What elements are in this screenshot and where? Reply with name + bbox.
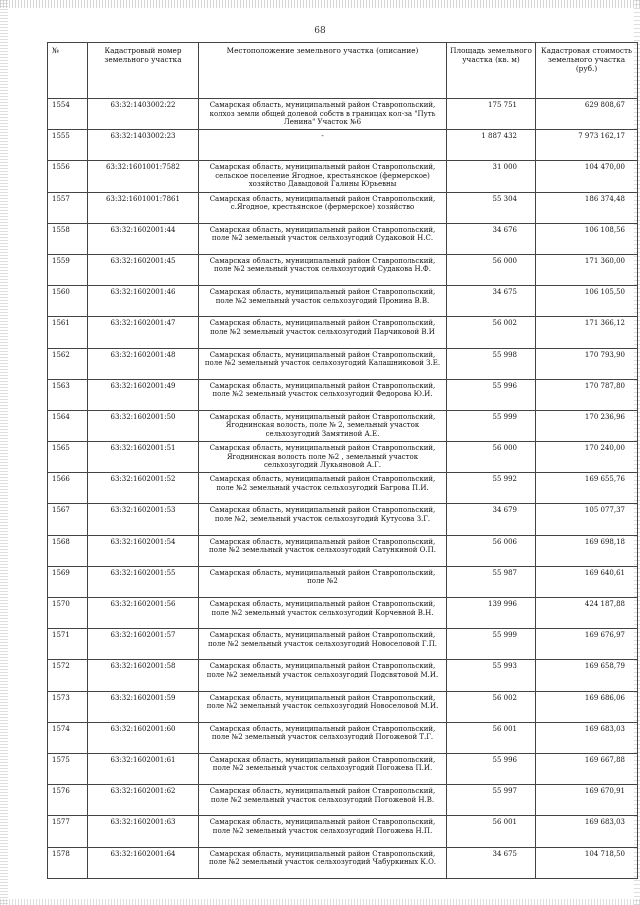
location-description: Самарская область, муниципальный район Ставропольский, поле №2 земельный участок сельхозугодий Корчевной В.Н. (199, 598, 447, 629)
cadastral-value: 170 240,00 (536, 442, 638, 473)
cadastral-value: 170 793,90 (536, 348, 638, 379)
cadastral-number: 63:32:1403002:23 (88, 130, 199, 161)
table-row (48, 286, 638, 317)
table-row (48, 629, 638, 660)
table-row (48, 847, 638, 878)
header-num: № (48, 43, 88, 99)
cadastral-number: 63:32:1602001:51 (88, 442, 199, 473)
cadastral-value: 169 658,79 (536, 660, 638, 691)
area-value: 56 000 (447, 254, 536, 285)
cadastral-value: 170 236,96 (536, 410, 638, 441)
cadastral-number: 63:32:1602001:48 (88, 348, 199, 379)
scan-edge-bottom (0, 899, 640, 905)
cadastral-value: 171 360,00 (536, 254, 638, 285)
table-row (48, 223, 638, 254)
cadastral-number: 63:32:1602001:52 (88, 473, 199, 504)
cadastral-value: 169 683,03 (536, 722, 638, 753)
row-number: 1563 (48, 379, 88, 410)
location-description: Самарская область, муниципальный район Ставропольский, поле №2 земельный участок сельхозугодий Сатункиной О.П. (199, 535, 447, 566)
cadastral-number: 63:32:1602001:47 (88, 317, 199, 348)
page-number: 68 (314, 26, 326, 36)
location-description: Самарская область, муниципальный район Ставропольский, Ягоднинская волость поле №2 , земельный участок сельхозугодий Лукьяновой А.Г. (199, 442, 447, 473)
cadastral-number: 63:32:1602001:45 (88, 254, 199, 285)
location-description: Самарская область, муниципальный район Ставропольский, поле №2 (199, 566, 447, 597)
location-description: Самарская область, муниципальный район Ставропольский, Ягоднинская волость, поле № 2, земельный участок сельхозугодий Замятиной А.Е. (199, 410, 447, 441)
cadastral-value: 105 077,37 (536, 504, 638, 535)
location-description: - (199, 130, 447, 161)
row-number: 1573 (48, 691, 88, 722)
row-number: 1568 (48, 535, 88, 566)
row-number: 1565 (48, 442, 88, 473)
area-value: 139 996 (447, 598, 536, 629)
location-description: Самарская область, муниципальный район Ставропольский, сельское поселение Ягодное, крестьянское (фермерское) хозяйство Давыдовой Галины Юрьевны (199, 161, 447, 192)
location-description: Самарская область, муниципальный район Ставропольский, поле №2 земельный участок сельхозугодий Погожева Н.П. (199, 816, 447, 847)
table-header (48, 43, 638, 99)
row-number: 1569 (48, 566, 88, 597)
cadastral-number: 63:32:1602001:50 (88, 410, 199, 441)
cadastral-value: 169 686,06 (536, 691, 638, 722)
area-value: 55 998 (447, 348, 536, 379)
cadastral-value: 169 683,03 (536, 816, 638, 847)
row-number: 1570 (48, 598, 88, 629)
row-number: 1554 (48, 99, 88, 130)
cadastral-number: 63:32:1602001:59 (88, 691, 199, 722)
location-description: Самарская область, муниципальный район Ставропольский, поле №2 земельный участок сельхозугодий Чабуркиных К.О. (199, 847, 447, 878)
header-row (48, 43, 638, 99)
header-cadastral-value: Кадастровая стоимость земельного участка (руб.) (536, 43, 638, 99)
area-value: 175 751 (447, 99, 536, 130)
location-description: Самарская область, муниципальный район Ставропольский, поле №2 земельный участок сельхозугодий Новоселовой М.И. (199, 691, 447, 722)
cadastral-value: 169 676,97 (536, 629, 638, 660)
row-number: 1564 (48, 410, 88, 441)
cadastral-value: 169 655,76 (536, 473, 638, 504)
row-number: 1560 (48, 286, 88, 317)
cadastral-number: 63:32:1602001:46 (88, 286, 199, 317)
location-description: Самарская область, муниципальный район Ставропольский, поле №2 земельный участок сельхозугодий Судакова Н.Ф. (199, 254, 447, 285)
row-number: 1572 (48, 660, 88, 691)
table-row (48, 254, 638, 285)
cadastral-value: 424 187,88 (536, 598, 638, 629)
table-row (48, 504, 638, 535)
row-number: 1555 (48, 130, 88, 161)
cadastral-number: 63:32:1601001:7582 (88, 161, 199, 192)
area-value: 56 001 (447, 722, 536, 753)
cadastral-number: 63:32:1403002:22 (88, 99, 199, 130)
area-value: 56 000 (447, 442, 536, 473)
row-number: 1561 (48, 317, 88, 348)
cadastral-value: 629 808,67 (536, 99, 638, 130)
table-row (48, 691, 638, 722)
row-number: 1567 (48, 504, 88, 535)
area-value: 56 001 (447, 816, 536, 847)
cadastral-number: 63:32:1602001:60 (88, 722, 199, 753)
location-description: Самарская область, муниципальный район Ставропольский, поле №2 земельный участок сельхозугодий Калашниковой З.Е. (199, 348, 447, 379)
table-row (48, 785, 638, 816)
table-row (48, 722, 638, 753)
table-row (48, 442, 638, 473)
area-value: 56 002 (447, 317, 536, 348)
cadastral-number: 63:32:1602001:63 (88, 816, 199, 847)
table-row (48, 753, 638, 784)
cadastral-value: 186 374,48 (536, 192, 638, 223)
cadastral-number: 63:32:1602001:55 (88, 566, 199, 597)
table-row (48, 473, 638, 504)
cadastral-number: 63:32:1601001:7861 (88, 192, 199, 223)
area-value: 55 993 (447, 660, 536, 691)
cadastral-number: 63:32:1602001:57 (88, 629, 199, 660)
location-description: Самарская область, муниципальный район Ставропольский, поле №2 земельный участок сельхозугодий Пронина В.В. (199, 286, 447, 317)
row-number: 1571 (48, 629, 88, 660)
row-number: 1566 (48, 473, 88, 504)
area-value: 56 006 (447, 535, 536, 566)
cadastral-value: 170 787,80 (536, 379, 638, 410)
location-description: Самарская область, муниципальный район Ставропольский, поле №2 земельный участок сельхозугодий Погожевой Т.Г. (199, 722, 447, 753)
cadastral-table (47, 42, 638, 879)
cadastral-number: 63:32:1602001:58 (88, 660, 199, 691)
table-row (48, 130, 638, 161)
area-value: 31 000 (447, 161, 536, 192)
area-value: 55 999 (447, 410, 536, 441)
area-value: 55 997 (447, 785, 536, 816)
area-value: 55 992 (447, 473, 536, 504)
row-number: 1559 (48, 254, 88, 285)
area-value: 55 304 (447, 192, 536, 223)
cadastral-number: 63:32:1602001:53 (88, 504, 199, 535)
cadastral-value: 169 670,91 (536, 785, 638, 816)
location-description: Самарская область, муниципальный район Ставропольский, поле №2, земельный участок сельхозугодий Кутусова З.Г. (199, 504, 447, 535)
area-value: 34 679 (447, 504, 536, 535)
area-value: 55 999 (447, 629, 536, 660)
row-number: 1556 (48, 161, 88, 192)
cadastral-value: 106 108,56 (536, 223, 638, 254)
row-number: 1558 (48, 223, 88, 254)
cadastral-number: 63:32:1602001:62 (88, 785, 199, 816)
area-value: 55 996 (447, 753, 536, 784)
table-row (48, 317, 638, 348)
area-value: 55 996 (447, 379, 536, 410)
row-number: 1578 (48, 847, 88, 878)
table-row (48, 535, 638, 566)
row-number: 1574 (48, 722, 88, 753)
location-description: Самарская область, муниципальный район Ставропольский, поле №2 земельный участок сельхозугодий Федорова Ю.И. (199, 379, 447, 410)
area-value: 34 675 (447, 847, 536, 878)
cadastral-number: 63:32:1602001:49 (88, 379, 199, 410)
cadastral-value: 169 667,88 (536, 753, 638, 784)
area-value: 55 987 (447, 566, 536, 597)
table-row (48, 598, 638, 629)
cadastral-value: 171 366,12 (536, 317, 638, 348)
table-row (48, 410, 638, 441)
location-description: Самарская область, муниципальный район Ставропольский, поле №2 земельный участок сельхозугодий Погожева П.И. (199, 753, 447, 784)
cadastral-number: 63:32:1602001:44 (88, 223, 199, 254)
table-row (48, 348, 638, 379)
location-description: Самарская область, муниципальный район Ставропольский, поле №2 земельный участок сельхозугодий Подсвятовой М.И. (199, 660, 447, 691)
cadastral-value: 106 105,50 (536, 286, 638, 317)
location-description: Самарская область, муниципальный район Ставропольский, с.Ягодное, крестьянское (фермерское) хозяйство (199, 192, 447, 223)
row-number: 1576 (48, 785, 88, 816)
cadastral-value: 169 640,61 (536, 566, 638, 597)
table-row (48, 161, 638, 192)
table-row (48, 379, 638, 410)
cadastral-number: 63:32:1602001:61 (88, 753, 199, 784)
cadastral-number: 63:32:1602001:54 (88, 535, 199, 566)
cadastral-number: 63:32:1602001:64 (88, 847, 199, 878)
row-number: 1562 (48, 348, 88, 379)
location-description: Самарская область, муниципальный район Ставропольский, поле №2 земельный участок сельхозугодий Новоселовой Г.П. (199, 629, 447, 660)
location-description: Самарская область, муниципальный район Ставропольский, поле №2 земельный участок сельхозугодий Судаковой Н.С. (199, 223, 447, 254)
location-description: Самарская область, муниципальный район Ставропольский, колхоз земли общей долевой собств в границах кол-за "Путь Ленина" Участок №6 (199, 99, 447, 130)
row-number: 1575 (48, 753, 88, 784)
cadastral-value: 169 698,18 (536, 535, 638, 566)
table-row (48, 660, 638, 691)
table-row (48, 99, 638, 130)
table-row (48, 192, 638, 223)
table-row (48, 816, 638, 847)
table-body (48, 99, 638, 879)
cadastral-value: 104 718,50 (536, 847, 638, 878)
location-description: Самарская область, муниципальный район Ставропольский, поле №2 земельный участок сельхозугодий Погожевой Н.В. (199, 785, 447, 816)
scan-edge-top (0, 0, 640, 8)
location-description: Самарская область, муниципальный район Ставропольский, поле №2 земельный участок сельхозугодий Парчиковой В.И (199, 317, 447, 348)
header-location: Местоположение земельного участка (описание) (199, 43, 447, 99)
cadastral-number: 63:32:1602001:56 (88, 598, 199, 629)
scan-edge-left (0, 0, 8, 905)
cadastral-value: 104 470,00 (536, 161, 638, 192)
row-number: 1557 (48, 192, 88, 223)
area-value: 34 675 (447, 286, 536, 317)
table-row (48, 566, 638, 597)
area-value: 56 002 (447, 691, 536, 722)
row-number: 1577 (48, 816, 88, 847)
area-value: 1 887 432 (447, 130, 536, 161)
cadastral-value: 7 973 162,17 (536, 130, 638, 161)
location-description: Самарская область, муниципальный район Ставропольский, поле №2 земельный участок сельхозугодий Багрова П.И. (199, 473, 447, 504)
header-cadastral-number: Кадастровый номер земельного участка (88, 43, 199, 99)
area-value: 34 676 (447, 223, 536, 254)
header-area: Площадь земельного участка (кв. м) (447, 43, 536, 99)
